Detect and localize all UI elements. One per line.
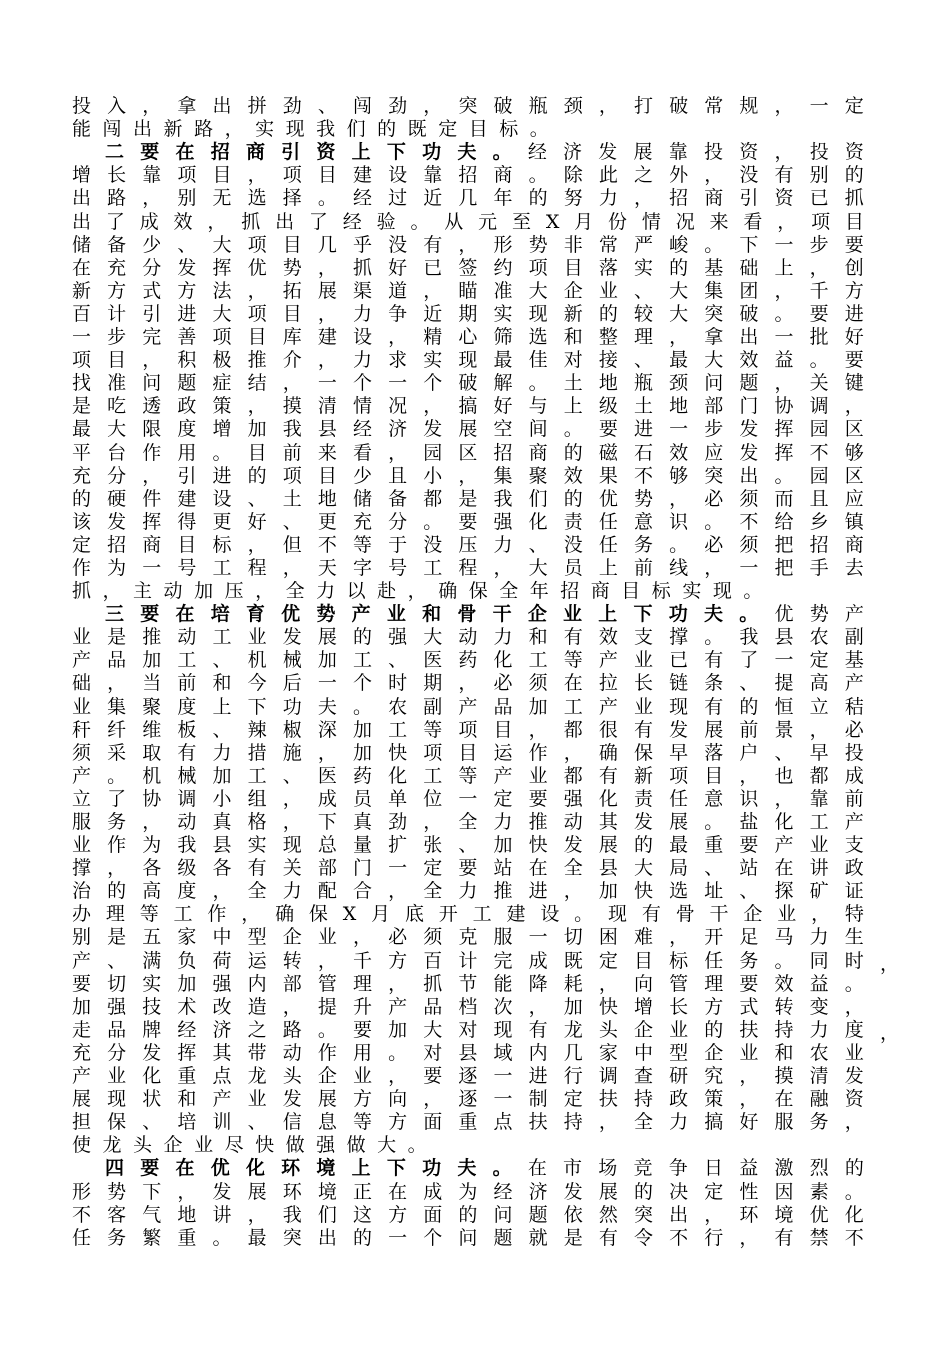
text-line: 秆 纤 维 板 、 辣 椒 深 加 工 等 项 目 ， 都 很 有 发 展 前 景 ， 必 xyxy=(72,718,864,741)
text-line: 产 业 化 重 点 龙 头 企 业 ， 要 逐 一 进 行 调 查 研 究 ， 摸 清 发 xyxy=(72,1065,864,1088)
text-line: 服 务 ， 动 真 格 ， 下 真 劲 ， 全 力 推 动 其 发 展 。 盐 化 工 产 xyxy=(72,811,864,833)
text-line: 投 入 ， 拿 出 拼 劲 、 闯 劲 ， 突 破 瓶 颈 ， 打 破 常 规 ， 一 定 xyxy=(72,95,864,118)
text-line: 四 要 在 优 化 环 境 上 下 功 夫 。 在 市 场 竞 争 日 益 激 烈 的 xyxy=(105,1157,864,1180)
text-line: 础 ， 当 前 和 今 后 一 个 时 期 ， 必 须 在 拉 长 链 条 、 提 高 产 xyxy=(72,672,864,695)
trailing-punctuation: ， xyxy=(880,1022,900,1044)
text-line: 业 是 推 动 工 业 发 展 的 强 大 动 力 和 有 效 支 撑 。 我 县 农 副 xyxy=(72,626,864,649)
text-line: 走 品 牌 经 济 之 路 。 要 加 大 对 现 有 龙 头 企 业 的 扶 持 力 度 xyxy=(72,1018,864,1041)
text-line: 最 大 限 度 增 加 我 县 经 济 发 展 空 间 。 要 进 一 步 发 挥 园 区 xyxy=(72,418,864,441)
text-line: 出 路 ， 别 无 选 择 。 经 过 近 几 年 的 努 力 ， 招 商 引 资 已 抓 xyxy=(72,187,864,210)
text-line: 产 。 机 械 加 工 、 医 药 化 工 等 产 业 都 有 新 项 目 ， 也 都 成 xyxy=(72,764,864,787)
text-line: 加 强 技 术 改 造 ， 提 升 产 品 档 次 ， 加 快 增 长 方 式 转 变 ， xyxy=(72,995,864,1018)
text-line: 出 了 成 效 ， 抓 出 了 经 验 。 从 元 至 X 月 份 情 况 来 看 ， 项 目 xyxy=(72,210,864,233)
text-line: 撑 ， 各 级 各 有 关 部 门 一 定 要 站 在 全 县 大 局 、 站 在 讲 政 xyxy=(72,857,864,880)
text-line: 办 理 等 工 作 ， 确 保 X 月 底 开 工 建 设 。 现 有 骨 干 企 业 ， 特 xyxy=(72,903,864,926)
text-line: 新 方 式 方 法 ， 拓 展 渠 道 ， 瞄 准 大 企 业 、 大 集 团 ， 千 方 xyxy=(72,279,864,302)
text-line: 展 现 状 和 产 业 发 展 方 向 ， 逐 一 制 定 扶 持 政 策 ， 在 融 资 xyxy=(72,1088,864,1111)
text-line: 项 目 ， 积 极 推 介 ， 力 求 实 现 最 佳 对 接 、 最 大 效 益 。 要 xyxy=(72,349,864,372)
text-line: 是 吃 透 政 策 ， 摸 清 情 况 ， 搞 好 与 上 级 土 地 部 门 协 调 ， xyxy=(72,395,864,418)
text-line: 的 硬 件 建 设 、 土 地 储 备 都 是 我 们 的 优 势 ， 必 须 而 且 应 xyxy=(72,487,864,510)
text-line: 要 切 实 加 强 内 部 管 理 ， 抓 节 能 降 耗 ， 向 管 理 要 效 益 。 xyxy=(72,972,864,995)
text-line: 别 是 五 家 中 型 企 业 ， 必 须 克 服 一 切 困 难 ， 开 足 马 力 生 xyxy=(72,926,864,949)
text-line: 抓 ， 主 动 加 压 ， 全 力 以 赴 ， 确 保 全 年 招 商 目 标 实 现 。 xyxy=(72,580,763,603)
text-line: 充 分 ， 引 进 的 项 目 少 且 小 ， 集 聚 效 果 不 够 突 出 。 园 区 xyxy=(72,464,864,487)
text-line: 二 要 在 招 商 引 资 上 下 功 夫 。 经 济 发 展 靠 投 资 ， 投 资 xyxy=(105,141,864,164)
text-line: 使 龙 头 企 业 尽 快 做 强 做 大 。 xyxy=(72,1134,427,1157)
text-line: 产 、 满 负 荷 运 转 ， 千 方 百 计 完 成 既 定 目 标 任 务 。 同 时 xyxy=(72,949,864,972)
text-line: 不 客 气 地 讲 ， 我 们 这 方 面 的 问 题 依 然 突 出 ， 环 境 优 化 xyxy=(72,1203,864,1226)
text-line: 须 采 取 有 力 措 施 ， 加 快 项 目 运 作 ， 确 保 早 落 户 、 早 投 xyxy=(72,741,864,764)
text-line: 作 为 一 号 工 程 ， 天 字 号 工 程 ， 大 员 上 前 线 ， 一 把 手 去 xyxy=(72,556,864,579)
text-line: 定 招 商 目 标 ， 但 不 等 于 没 压 力 、 没 任 务 。 必 须 把 招 商 xyxy=(72,533,864,556)
text-line: 找 准 问 题 症 结 ， 一 个 一 个 破 解 。 土 地 瓶 颈 问 题 ， 关 键 xyxy=(72,372,864,395)
body-text xyxy=(72,94,900,1249)
text-line: 增 长 靠 项 目 ， 项 目 建 设 靠 招 商 。 除 此 之 外 ， 没 有 别 的 xyxy=(72,164,864,187)
text-line: 能 闯 出 新 路 ， 实 现 我 们 的 既 定 目 标 。 xyxy=(72,118,549,141)
text-line: 担 保 、 培 训 、 信 息 等 方 面 重 点 扶 持 ， 全 力 搞 好 服 务 ， xyxy=(72,1111,864,1134)
text-line: 产 品 加 工 、 机 械 加 工 、 医 药 化 工 等 产 业 已 有 了 一 定 基 xyxy=(72,649,864,672)
text-line: 一 步 完 善 项 目 库 建 设 ， 精 心 筛 选 和 整 理 ， 拿 出 一 批 好 xyxy=(72,326,864,349)
text-line: 三 要 在 培 育 优 势 产 业 和 骨 干 企 业 上 下 功 夫 。 优 势 产 xyxy=(105,603,864,626)
text-line: 平 台 作 用 。 目 前 来 看 ， 园 区 招 商 的 磁 石 效 应 发 挥 不 够 xyxy=(72,441,864,464)
text-line: 形 势 下 ， 发 展 环 境 正 在 成 为 经 济 发 展 的 决 定 性 因 素 。 xyxy=(72,1180,864,1203)
text-line: 在 充 分 发 挥 优 势 ， 抓 好 已 签 约 项 目 落 实 的 基 础 上 ， 创 xyxy=(72,256,864,279)
text-line: 立 了 协 调 小 组 ， 成 员 单 位 一 定 要 强 化 责 任 意 识 ， 靠 前 xyxy=(72,787,864,810)
text-line: 储 备 少 、 大 项 目 几 乎 没 有 ， 形 势 非 常 严 峻 。 下 一 步 要 xyxy=(72,233,864,256)
text-line: 充 分 发 挥 其 带 动 作 用 。 对 县 域 内 几 家 中 型 企 业 和 农 业 xyxy=(72,1041,864,1064)
trailing-punctuation: ， xyxy=(880,952,900,975)
text-line: 业 集 聚 度 上 下 功 夫 。 农 副 产 品 加 工 产 业 现 有 的 恒 立 秸 xyxy=(72,695,864,718)
text-line: 业 作 为 我 县 实 现 总 量 扩 张 、 加 快 发 展 的 最 重 要 产 业 支 xyxy=(72,834,864,857)
text-line: 治 的 高 度 ， 全 力 配 合 ， 全 力 推 进 ， 加 快 选 址 、 探 矿 证 xyxy=(72,880,864,903)
text-line: 该 发 挥 得 更 好 、 更 充 分 。 要 强 化 责 任 意 识 。 不 给 乡 镇 xyxy=(72,510,864,533)
text-line: 百 计 引 进 大 项 目 ， 力 争 近 期 实 现 新 的 较 大 突 破 。 要 进 xyxy=(72,302,864,325)
text-line: 任 务 繁 重 。 最 突 出 的 一 个 问 题 就 是 有 令 不 行 ， 有 禁 不 xyxy=(72,1226,864,1249)
